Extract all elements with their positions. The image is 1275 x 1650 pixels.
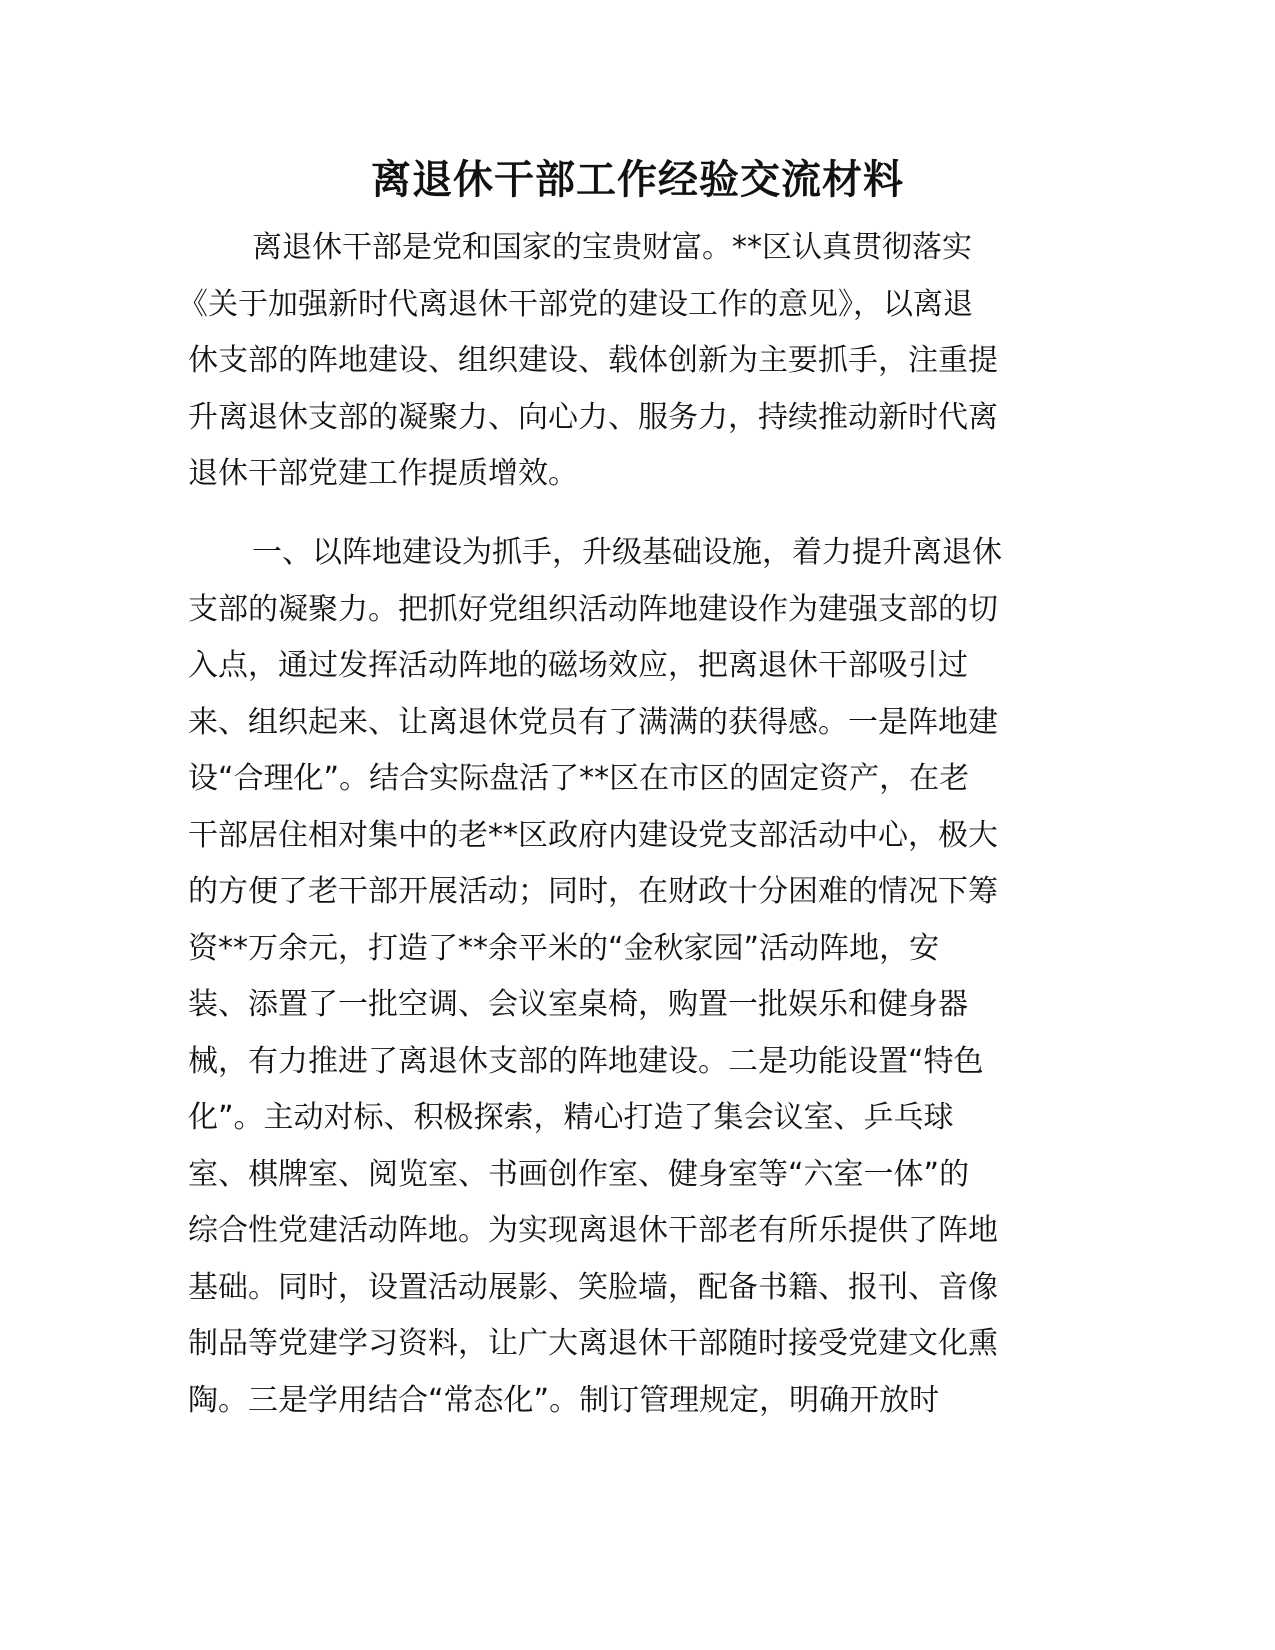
paragraph-line: 的方便了老干部开展活动；同时，在财政十分困难的情况下筹	[188, 874, 998, 909]
paragraph-line: 资**万余元，打造了**余平米的“金秋家园”活动阵地，安	[188, 930, 940, 966]
paragraph-line: 升离退休支部的凝聚力、向心力、服务力，持续推动新时代离	[188, 399, 998, 435]
paragraph-line: 室、棋牌室、阅览室、书画创作室、健身室等“六室一体”的	[188, 1156, 970, 1192]
paragraph-line: 综合性党建活动阵地。为实现离退休干部老有所乐提供了阵地	[188, 1213, 998, 1248]
paragraph-line: 械，有力推进了离退休支部的阵地建设。二是功能设置“特色	[188, 1043, 984, 1079]
paragraph-line: 来、组织起来、让离退休党员有了满满的获得感。一是阵地建	[188, 704, 998, 740]
paragraph-line: 装、添置了一批空调、会议室桌椅，购置一批娱乐和健身器	[188, 987, 968, 1022]
page-title: 离退休干部工作经验交流材料	[371, 157, 904, 203]
paragraph-line: 化”。主动对标、积极探索，精心打造了集会议室、乒乓球	[188, 1100, 954, 1135]
paragraph-section-one	[188, 525, 1085, 1429]
paragraph-line: 制品等党建学习资料，让广大离退休干部随时接受党建文化熏	[188, 1326, 998, 1361]
paragraph-line: 基础。同时，设置活动展影、笑脸墙，配备书籍、报刊、音像	[188, 1269, 998, 1305]
paragraph-line: 退休干部党建工作提质增效。	[188, 456, 578, 491]
paragraph-line: 干部居住相对集中的老**区政府内建设党支部活动中心，极大	[188, 817, 998, 853]
paragraph-line: 支部的凝聚力。把抓好党组织活动阵地建设作为建强支部的切	[188, 591, 998, 627]
paragraph-line: 陶。三是学用结合“常态化”。制订管理规定，明确开放时	[188, 1382, 940, 1418]
paragraph-line: 离退休干部是党和国家的宝贵财富。**区认真贯彻落实	[252, 230, 972, 265]
paragraph-line: 一、以阵地建设为抓手，升级基础设施，着力提升离退休	[252, 535, 1002, 570]
paragraph-line: 入点，通过发挥活动阵地的磁场效应，把离退休干部吸引过	[188, 648, 968, 683]
paragraph-line: 设“合理化”。结合实际盘活了**区在市区的固定资产，在老	[188, 761, 970, 796]
paragraph-line: 《关于加强新时代离退休干部党的建设工作的意见》，以离退	[178, 286, 973, 322]
paragraph-intro	[178, 220, 1085, 503]
paragraph-line: 休支部的阵地建设、组织建设、载体创新为主要抓手，注重提	[188, 343, 998, 378]
